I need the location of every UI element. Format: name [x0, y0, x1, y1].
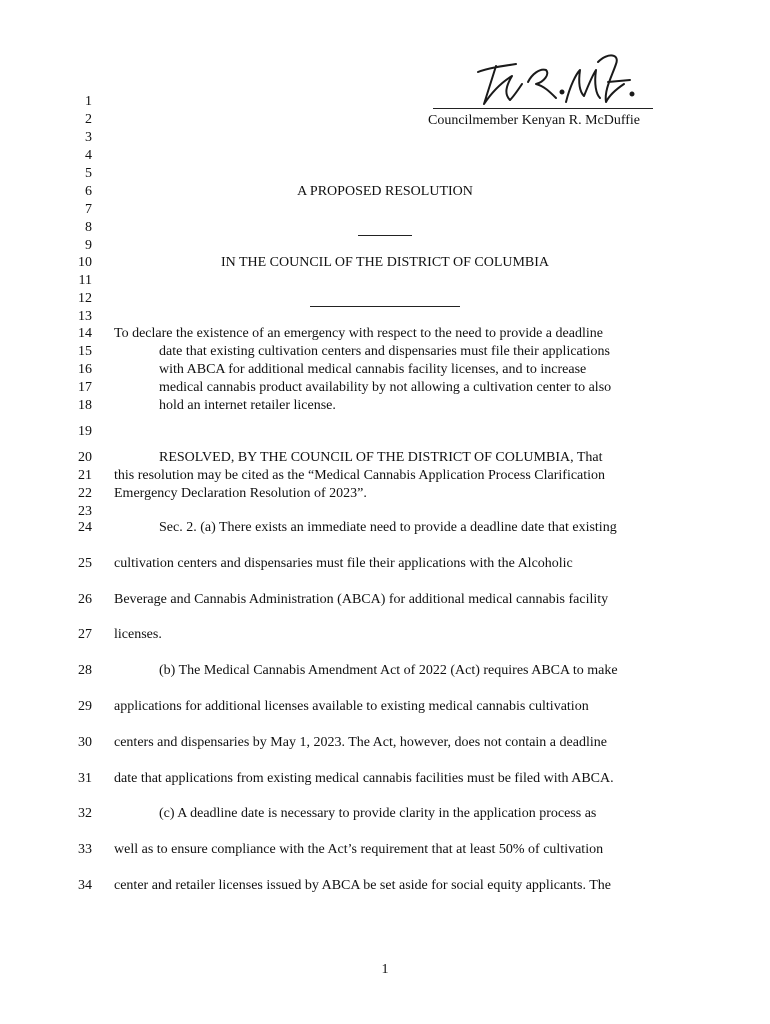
line-number: 21 — [78, 468, 92, 483]
line-number: 19 — [78, 424, 92, 439]
line-number: 1 — [85, 94, 92, 109]
line-number: 8 — [85, 220, 92, 235]
body-line: (c) A deadline date is necessary to provide clarity in the application process as — [159, 806, 597, 821]
purpose-line: date that existing cultivation centers and dispensaries must file their applications — [159, 344, 610, 359]
body-line: licenses. — [114, 627, 162, 642]
body-line: applications for additional licenses available to existing medical cannabis cultivation — [114, 699, 589, 714]
line-number: 9 — [85, 238, 92, 253]
line-number: 32 — [78, 806, 92, 821]
page-number: 1 — [381, 962, 389, 977]
line-number: 24 — [78, 520, 92, 535]
line-number: 10 — [78, 255, 92, 270]
line-number: 29 — [78, 699, 92, 714]
line-number: 34 — [78, 878, 92, 893]
signature-line — [433, 108, 653, 109]
line-number: 14 — [78, 326, 92, 341]
line-number: 6 — [85, 184, 92, 199]
council-heading: IN THE COUNCIL OF THE DISTRICT OF COLUMBIA — [220, 255, 550, 270]
line-number: 12 — [78, 291, 92, 306]
resolved-line: this resolution may be cited as the “Medical Cannabis Application Process Clarification — [114, 468, 606, 483]
purpose-line: with ABCA for additional medical cannabis facility licenses, and to increase — [159, 362, 587, 377]
line-number: 5 — [85, 166, 92, 181]
line-number: 4 — [85, 148, 92, 163]
body-line: centers and dispensaries by May 1, 2023. The Act, however, does not contain a deadline — [114, 735, 607, 750]
signature-image — [448, 42, 638, 114]
body-line: Sec. 2. (a) There exists an immediate need to provide a deadline date that existing — [159, 520, 617, 535]
resolved-line: Emergency Declaration Resolution of 2023”. — [114, 486, 367, 501]
line-number: 28 — [78, 663, 92, 678]
purpose-line: medical cannabis product availability by not allowing a cultivation center to also — [159, 380, 612, 395]
line-number: 11 — [78, 273, 92, 288]
line-number: 16 — [78, 362, 92, 377]
line-number: 17 — [78, 380, 92, 395]
line-number: 18 — [78, 398, 92, 413]
resolution-heading: A PROPOSED RESOLUTION — [297, 184, 473, 199]
line-number: 30 — [78, 735, 92, 750]
line-number: 27 — [78, 627, 92, 642]
body-line: Beverage and Cannabis Administration (ABCA) for additional medical cannabis facility — [114, 592, 609, 607]
purpose-line: To declare the existence of an emergency with respect to the need to provide a deadline — [114, 326, 603, 341]
line-number: 22 — [78, 486, 92, 501]
line-number: 31 — [78, 771, 92, 786]
body-line: (b) The Medical Cannabis Amendment Act of 2022 (Act) requires ABCA to make — [159, 663, 618, 678]
line-number: 33 — [78, 842, 92, 857]
body-line: date that applications from existing medical cannabis facilities must be filed with ABCA. — [114, 771, 614, 786]
line-number: 2 — [85, 112, 92, 127]
line-number: 20 — [78, 450, 92, 465]
line-number: 13 — [78, 309, 92, 324]
resolved-line: RESOLVED, BY THE COUNCIL OF THE DISTRICT OF COLUMBIA, That — [159, 450, 603, 465]
body-line: center and retailer licenses issued by ABCA be set aside for social equity applicants. The — [114, 878, 611, 893]
bill-number-blank — [358, 235, 412, 236]
line-number: 25 — [78, 556, 92, 571]
line-number: 3 — [85, 130, 92, 145]
line-number: 7 — [85, 202, 92, 217]
sponsor-name: Councilmember Kenyan R. McDuffie — [428, 113, 641, 128]
date-blank — [310, 306, 460, 307]
body-line: cultivation centers and dispensaries must file their applications with the Alcoholic — [114, 556, 573, 571]
line-number: 26 — [78, 592, 92, 607]
line-number: 15 — [78, 344, 92, 359]
purpose-line: hold an internet retailer license. — [159, 398, 336, 413]
line-number: 23 — [78, 504, 92, 519]
body-line: well as to ensure compliance with the Act’s requirement that at least 50% of cultivation — [114, 842, 604, 857]
